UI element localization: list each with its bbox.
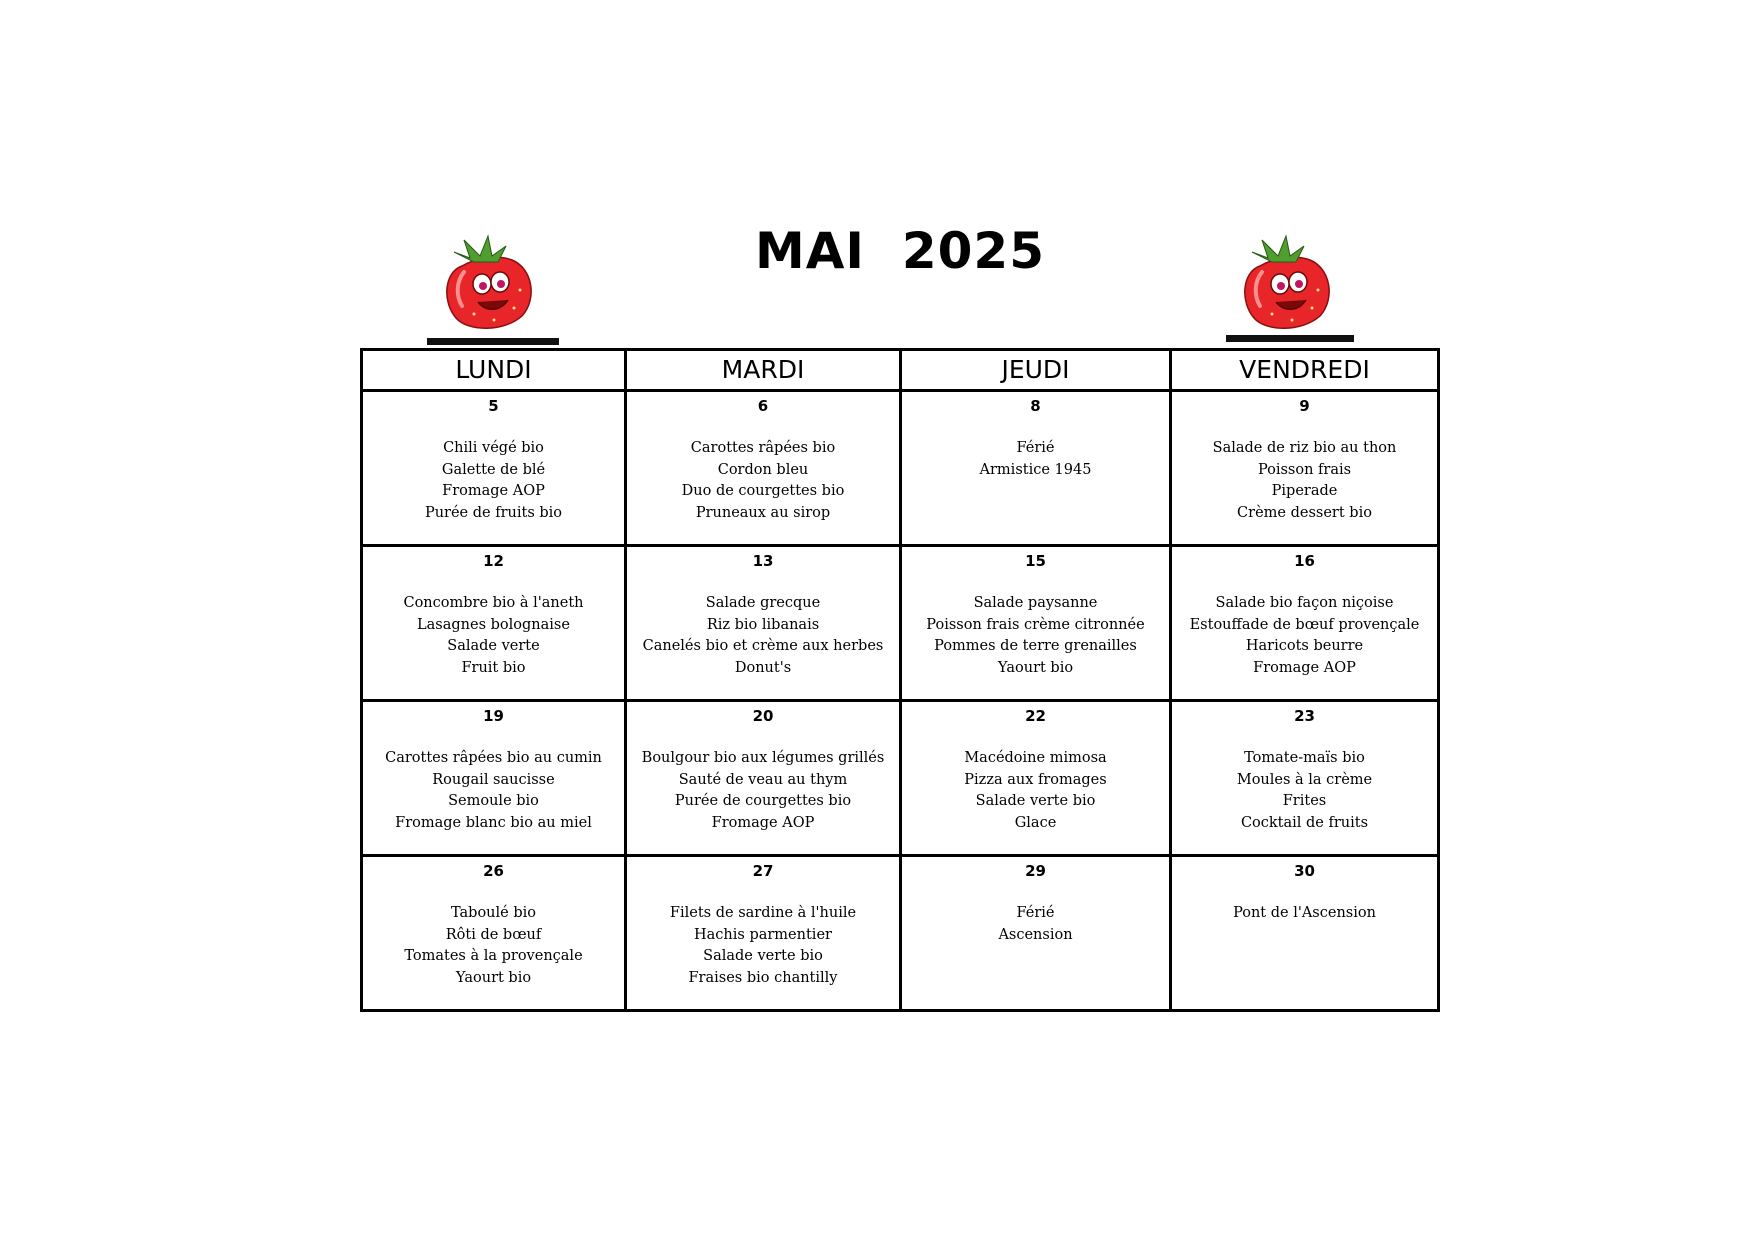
- dish-item: Yaourt bio: [455, 969, 532, 986]
- dish-item: Fromage AOP: [711, 814, 815, 831]
- dish-item: Haricots beurre: [1245, 638, 1364, 654]
- day-number: 19: [483, 707, 504, 725]
- dish-item: Cocktail de fruits: [1240, 814, 1369, 831]
- dish-item: Concombre bio à l'aneth: [403, 595, 584, 611]
- page-title: MAI 2025: [754, 222, 1046, 280]
- header-lundi: LUNDI: [362, 350, 626, 391]
- dish-item: Rôti de bœuf: [445, 926, 542, 943]
- day-number: 8: [1030, 397, 1041, 415]
- dish-item: Carottes râpées bio au cumin: [385, 750, 602, 766]
- day-number: 26: [483, 862, 504, 880]
- caption-bar-left: [427, 338, 559, 345]
- dish-item: Fromage AOP: [442, 483, 545, 499]
- day-number: 20: [752, 707, 774, 725]
- day-number: 15: [1025, 552, 1046, 570]
- dish-item: Duo de courgettes bio: [681, 483, 845, 499]
- dish-item: Poisson frais: [1257, 461, 1352, 478]
- dish-item: Pommes de terre grenailles: [934, 638, 1137, 654]
- dish-list: [902, 748, 1169, 834]
- header-jeudi: JEUDI: [901, 350, 1171, 391]
- dish-item: Salade verte bio: [703, 948, 823, 964]
- dish-list: [627, 593, 899, 679]
- dish-item: Sauté de veau au thym: [678, 771, 848, 788]
- dish-list: [627, 903, 899, 989]
- dish-item: Salade bio façon niçoise: [1215, 595, 1394, 611]
- day-cell: [362, 856, 626, 1011]
- dish-item: Moules à la crème: [1236, 771, 1373, 788]
- dish-item: Piperade: [1271, 483, 1338, 499]
- week-row: [362, 546, 1439, 701]
- week-row: [362, 391, 1439, 546]
- dish-list: [902, 593, 1169, 679]
- weekday-header-row: [362, 350, 1439, 391]
- dish-item: Canelés bio et crème aux herbes: [642, 638, 884, 654]
- day-cell: [901, 546, 1171, 701]
- dish-item: Pruneaux au sirop: [695, 504, 831, 521]
- dish-item: Macédoine mimosa: [964, 750, 1107, 766]
- dish-item: Purée de fruits bio: [424, 504, 563, 521]
- day-number: 22: [1025, 707, 1046, 725]
- dish-list: [627, 438, 899, 524]
- dish-item: Glace: [1014, 814, 1057, 831]
- day-number: 9: [1299, 397, 1310, 415]
- dish-item: Estouffade de bœuf provençale: [1189, 616, 1420, 633]
- week-row: [362, 701, 1439, 856]
- dish-item: Ascension: [998, 926, 1073, 943]
- dish-item: Armistice 1945: [979, 461, 1092, 478]
- dish-item: Fruit bio: [461, 659, 526, 676]
- dish-item: Cordon bleu: [717, 461, 809, 478]
- dish-item: Salade verte: [447, 638, 540, 654]
- dish-list: [902, 438, 1169, 481]
- dish-item: Semoule bio: [448, 793, 539, 809]
- header-vendredi: VENDREDI: [1171, 350, 1439, 391]
- dish-list: [363, 748, 624, 834]
- day-cell: [362, 391, 626, 546]
- day-cell: [1171, 701, 1439, 856]
- day-number: 6: [757, 397, 769, 415]
- day-cell: [626, 701, 901, 856]
- day-cell: [362, 546, 626, 701]
- dish-item: Pizza aux fromages: [964, 771, 1107, 788]
- day-cell: [362, 701, 626, 856]
- day-cell: [626, 856, 901, 1011]
- dish-item: Galette de blé: [441, 461, 546, 478]
- day-cell: [626, 391, 901, 546]
- dish-list: [363, 593, 624, 679]
- day-cell: [1171, 391, 1439, 546]
- dish-list: [1172, 438, 1437, 524]
- day-cell: [901, 856, 1171, 1011]
- dish-item: Donut's: [734, 659, 792, 676]
- dish-item: Poisson frais crème citronnée: [926, 616, 1145, 633]
- dish-item: Tomate-maïs bio: [1244, 750, 1365, 766]
- strawberry-mascot-left: [434, 232, 544, 332]
- day-number: 12: [483, 552, 504, 570]
- dish-item: Pont de l'Ascension: [1233, 905, 1376, 921]
- dish-list: [1172, 748, 1437, 834]
- day-cell: [901, 701, 1171, 856]
- dish-list: [902, 903, 1169, 946]
- dish-item: Salade de riz bio au thon: [1212, 440, 1397, 456]
- dish-item: Fromage AOP: [1253, 659, 1356, 676]
- week-row: [362, 856, 1439, 1011]
- day-cell: [1171, 856, 1439, 1011]
- dish-item: Salade paysanne: [973, 595, 1098, 611]
- day-number: 5: [488, 397, 499, 415]
- dish-item: Hachis parmentier: [694, 926, 832, 943]
- day-number: 29: [1025, 862, 1046, 880]
- dish-item: Lasagnes bolognaise: [417, 616, 570, 633]
- dish-item: Rougail saucisse: [432, 771, 555, 788]
- dish-list: [363, 438, 624, 524]
- menu-table: [360, 348, 1440, 1012]
- day-cell: [1171, 546, 1439, 701]
- dish-item: Chili végé bio: [443, 440, 544, 456]
- strawberry-mascot-right: [1232, 232, 1342, 332]
- day-number: 30: [1294, 862, 1315, 880]
- dish-item: Férié: [1016, 440, 1055, 456]
- dish-list: [1172, 593, 1437, 679]
- dish-list: [363, 903, 624, 989]
- dish-item: Taboulé bio: [450, 905, 537, 921]
- header-mardi: MARDI: [626, 350, 901, 391]
- day-number: 23: [1294, 707, 1315, 725]
- dish-item: Carottes râpées bio: [690, 440, 836, 456]
- dish-item: Férié: [1016, 905, 1055, 921]
- dish-item: Frites: [1282, 793, 1327, 809]
- dish-item: Salade verte bio: [975, 793, 1096, 809]
- dish-item: Riz bio libanais: [706, 616, 820, 633]
- day-number: 13: [752, 552, 774, 570]
- day-number: 16: [1294, 552, 1315, 570]
- dish-item: Filets de sardine à l'huile: [669, 905, 857, 921]
- dish-item: Fraises bio chantilly: [688, 969, 838, 986]
- dish-item: Crème dessert bio: [1237, 504, 1372, 521]
- dish-item: Purée de courgettes bio: [674, 793, 852, 809]
- dish-item: Yaourt bio: [997, 659, 1074, 676]
- dish-list: [627, 748, 899, 834]
- dish-list: [1172, 903, 1437, 925]
- dish-item: Salade grecque: [705, 595, 821, 611]
- dish-item: Tomates à la provençale: [404, 948, 583, 964]
- dish-item: Fromage blanc bio au miel: [395, 814, 592, 831]
- caption-bar-right: [1226, 335, 1354, 342]
- day-cell: [626, 546, 901, 701]
- dish-item: Boulgour bio aux légumes grillés: [641, 750, 885, 766]
- day-number: 27: [752, 862, 774, 880]
- day-cell: [901, 391, 1171, 546]
